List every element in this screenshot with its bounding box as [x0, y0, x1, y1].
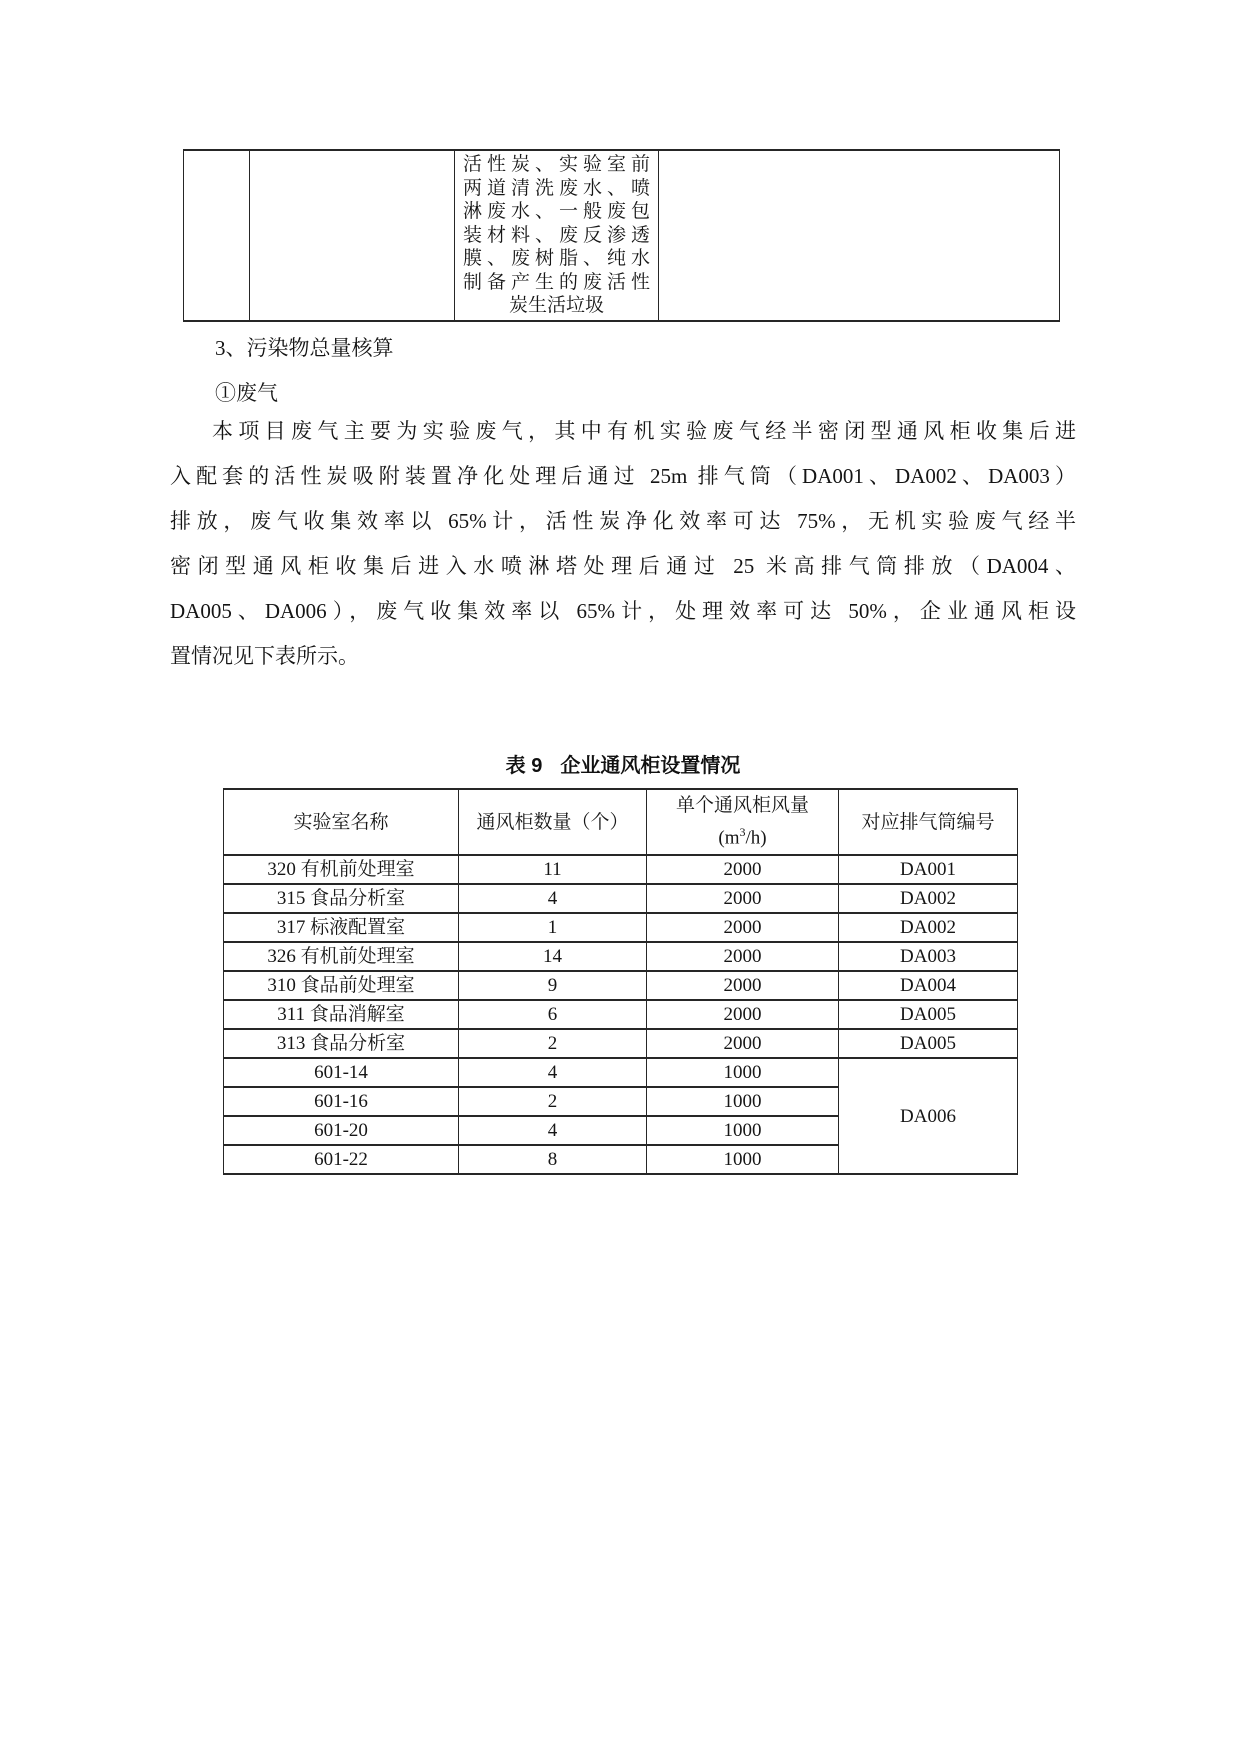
airflow-cell: 2000: [647, 942, 839, 971]
hood-count-cell: 1: [459, 913, 647, 942]
hood-count-cell: 14: [459, 942, 647, 971]
waste-text-line: 制备产生的废活性: [463, 271, 650, 293]
continuation-table: [183, 149, 1060, 322]
hood-count-cell: 2: [459, 1029, 647, 1058]
header-stack-id: 对应排气筒编号: [839, 789, 1018, 855]
lab-name-cell: 317 标液配置室: [224, 913, 459, 942]
stack-id-cell: DA004: [839, 971, 1018, 1000]
stack-id-cell: DA003: [839, 942, 1018, 971]
hood-count-cell: 11: [459, 855, 647, 884]
airflow-cell: 2000: [647, 855, 839, 884]
waste-text-line: 淋废水、一般废包: [463, 201, 650, 223]
hood-count-cell: 2: [459, 1087, 647, 1116]
header-hood-airflow: [647, 789, 839, 855]
section-heading-pollutant-total: 3、污染物总量核算: [215, 336, 394, 360]
hood-count-cell: 4: [459, 1116, 647, 1145]
empty-cell: [659, 150, 1060, 321]
empty-cell: [184, 150, 250, 321]
waste-list-cell: [455, 150, 659, 321]
table9-caption-number: 表 9: [505, 755, 543, 777]
paragraph-line: 入配套的活性炭吸附装置净化处理后通过 25m 排气筒（DA001、DA002、DA003）: [170, 464, 1076, 488]
lab-name-cell: 315 食品分析室: [224, 884, 459, 913]
paragraph-line: 置情况见下表所示。: [170, 644, 359, 668]
fume-hood-table: [223, 788, 1018, 1175]
waste-text-line: 炭生活垃圾: [508, 295, 604, 317]
airflow-cell: 1000: [647, 1087, 839, 1116]
paragraph-line: 密闭型通风柜收集后进入水喷淋塔处理后通过 25 米高排气筒排放（DA004、: [170, 554, 1076, 578]
lab-name-cell: 601-14: [224, 1058, 459, 1087]
table-row: [224, 855, 1018, 884]
paragraph-line: 排放，废气收集效率以 65%计，活性炭净化效率可达 75%，无机实验废气经半: [170, 509, 1076, 533]
table-header-row: [224, 789, 1018, 855]
header-lab-name: 实验室名称: [224, 789, 459, 855]
lab-name-cell: 326 有机前处理室: [224, 942, 459, 971]
paragraph-line: 本项目废气主要为实验废气，其中有机实验废气经半密闭型通风柜收集后进: [212, 419, 1076, 443]
table9-caption: [170, 752, 1076, 780]
airflow-cell: 2000: [647, 971, 839, 1000]
waste-text-line: 活性炭、实验室前: [463, 154, 650, 176]
table-row: [224, 1029, 1018, 1058]
waste-gas-paragraph: [170, 409, 1076, 679]
stack-id-cell-merged: DA006: [839, 1058, 1018, 1174]
header-airflow-unit: $(m^3/h)$: [718, 825, 767, 849]
stack-id-cell: DA005: [839, 1000, 1018, 1029]
table-row: [224, 1058, 1018, 1087]
airflow-cell: 1000: [647, 1058, 839, 1087]
header-hood-count: 通风柜数量（个）: [459, 789, 647, 855]
hood-count-cell: 6: [459, 1000, 647, 1029]
header-airflow-label: 单个通风柜风量: [675, 795, 809, 817]
lab-name-cell: 313 食品分析室: [224, 1029, 459, 1058]
table-row: [224, 913, 1018, 942]
hood-count-cell: 8: [459, 1145, 647, 1174]
lab-name-cell: 320 有机前处理室: [224, 855, 459, 884]
airflow-cell: 1000: [647, 1145, 839, 1174]
hood-count-cell: 4: [459, 1058, 647, 1087]
airflow-cell: 2000: [647, 1029, 839, 1058]
lab-name-cell: 601-22: [224, 1145, 459, 1174]
airflow-cell: 2000: [647, 1000, 839, 1029]
paragraph-line: DA005、DA006），废气收集效率以 65%计，处理效率可达 50%，企业通风柜设: [170, 599, 1076, 623]
airflow-cell: 2000: [647, 884, 839, 913]
stack-id-cell: DA001: [839, 855, 1018, 884]
lab-name-cell: 310 食品前处理室: [224, 971, 459, 1000]
hood-count-cell: 9: [459, 971, 647, 1000]
lab-name-cell: 311 食品消解室: [224, 1000, 459, 1029]
table9-caption-title: 企业通风柜设置情况: [560, 755, 741, 777]
table-row: [224, 884, 1018, 913]
airflow-cell: 1000: [647, 1116, 839, 1145]
table-row: [224, 971, 1018, 1000]
section-heading-waste-gas: ①废气: [215, 381, 278, 405]
stack-id-cell: DA002: [839, 884, 1018, 913]
hood-count-cell: 4: [459, 884, 647, 913]
stack-id-cell: DA002: [839, 913, 1018, 942]
empty-cell: [250, 150, 455, 321]
waste-text-line: 膜、废树脂、纯水: [463, 248, 650, 270]
table-row: [224, 1000, 1018, 1029]
lab-name-cell: 601-20: [224, 1116, 459, 1145]
waste-text-line: 两道清洗废水、喷: [463, 177, 650, 199]
table-row: [224, 942, 1018, 971]
waste-text-line: 装材料、废反渗透: [463, 224, 650, 246]
stack-id-cell: DA005: [839, 1029, 1018, 1058]
table-row: [184, 150, 1060, 321]
airflow-cell: 2000: [647, 913, 839, 942]
lab-name-cell: 601-16: [224, 1087, 459, 1116]
